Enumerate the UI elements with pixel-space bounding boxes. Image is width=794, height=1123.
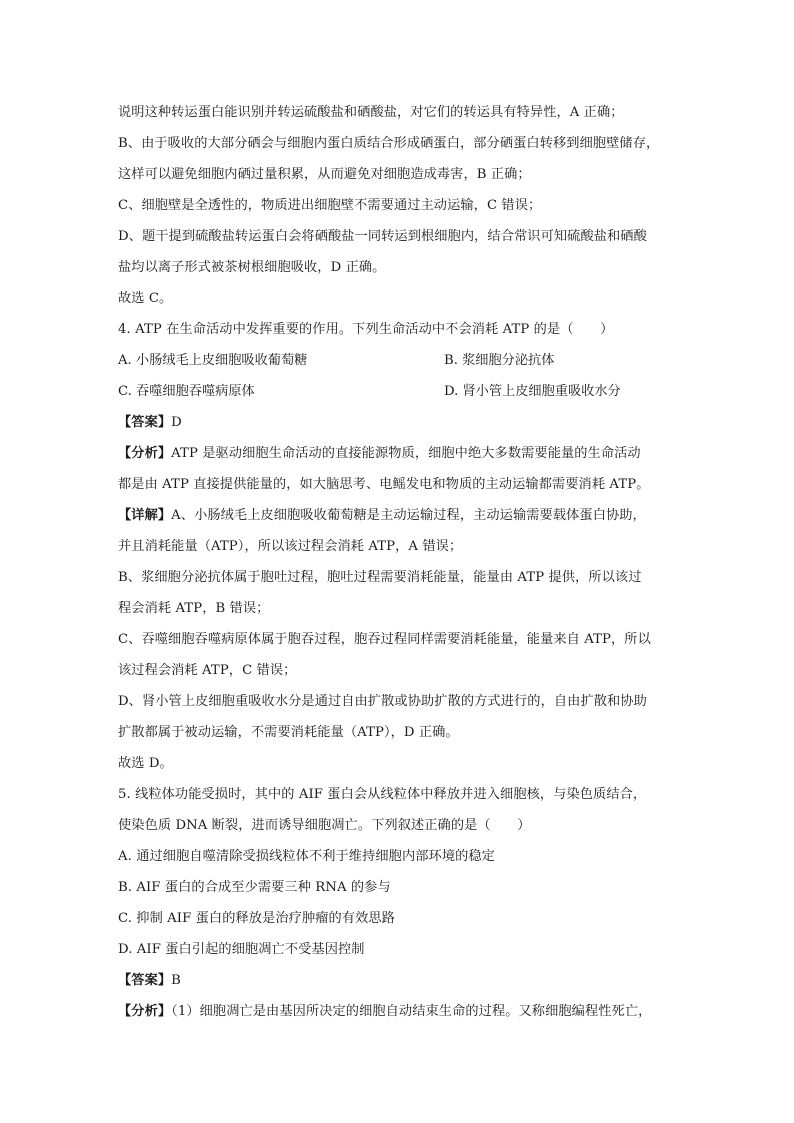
- paragraph-line: C、细胞壁是全透性的，物质进出细胞壁不需要通过主动运输，C 错误；: [118, 198, 542, 213]
- analysis-text: （1）细胞凋亡是由基因所决定的细胞自动结束生命的过程。又称细胞编程性死亡，: [171, 1004, 652, 1019]
- detail-text: A、小肠绒毛上皮细胞吸收葡萄糖是主动运输过程，主动运输需要载体蛋白协助，: [171, 508, 646, 523]
- q4-analysis-line-2: 都是由 ATP 直接提供能量的，如大脑思考、电鳐发电和物质的主动运输都需要消耗 ATP。: [118, 477, 650, 492]
- q4-detail-line: C、吞噬细胞吞噬病原体属于胞吞过程，胞吞过程同样需要消耗能量，能量来自 ATP，所以: [118, 632, 651, 647]
- answer-value: D: [171, 415, 182, 430]
- q4-detail-line: B、浆细胞分泌抗体属于胞吐过程，胞吐过程需要消耗能量，能量由 ATP 提供，所以该过: [118, 570, 642, 585]
- q5-option-a: A. 通过细胞自噬清除受损线粒体不利于维持细胞内部环境的稳定: [118, 849, 495, 864]
- q4-detail-line: 并且消耗能量（ATP），所以该过程会消耗 ATP，A 错误；: [118, 539, 463, 554]
- q4-detail-line: 程会消耗 ATP，B 错误；: [118, 601, 270, 616]
- q4-detail-line: D、肾小管上皮细胞重吸收水分是通过自由扩散或协助扩散的方式进行的，自由扩散和协助: [118, 694, 647, 709]
- detail-label: 【详解】: [118, 508, 172, 523]
- q4-option-b: B. 浆细胞分泌抗体: [444, 353, 555, 368]
- answer-label: 【答案】: [118, 415, 172, 430]
- q4-answer-line: [118, 414, 678, 432]
- paragraph-line: 盐均以离子形式被茶树根细胞吸收，D 正确。: [118, 260, 386, 275]
- q4-option-c: C. 吞噬细胞吞噬病原体: [118, 384, 255, 399]
- conclusion-line: 故选 C。: [118, 291, 173, 306]
- question-5-stem: 5. 线粒体功能受损时，其中的 AIF 蛋白会从线粒体中释放并进入细胞核，与染色质结合，: [118, 787, 647, 802]
- answer-label: 【答案】: [118, 973, 172, 988]
- q4-option-a: A. 小肠绒毛上皮细胞吸收葡萄糖: [118, 353, 308, 368]
- question-5-stem-2: 使染色质 DNA 断裂，进而诱导细胞凋亡。下列叙述正确的是（ ）: [118, 818, 531, 833]
- answer-value: B: [171, 973, 181, 988]
- paragraph-line: D、题干提到硫酸盐转运蛋白会将硒酸盐一同转运到根细胞内，结合常识可知硫酸盐和硒酸: [118, 229, 647, 244]
- q4-detail-line: [118, 507, 678, 525]
- paragraph-line: 这样可以避免细胞内硒过量积累，从而避免对细胞造成毒害，B 正确；: [118, 167, 531, 182]
- q4-detail-line: 扩散都属于被动运输，不需要消耗能量（ATP），D 正确。: [118, 725, 459, 740]
- q5-option-c: C. 抑制 AIF 蛋白的释放是治疗肿瘤的有效思路: [118, 911, 395, 926]
- q4-conclusion-line: 故选 D。: [118, 756, 173, 771]
- q4-detail-line: 该过程会消耗 ATP，C 错误；: [118, 663, 297, 678]
- paragraph-line: 说明这种转运蛋白能识别并转运硫酸盐和硒酸盐，对它们的转运具有特异性，A 正确；: [118, 105, 624, 120]
- q5-answer-line: [118, 972, 678, 990]
- q5-option-d: D. AIF 蛋白引起的细胞凋亡不受基因控制: [118, 942, 365, 957]
- question-4-stem: 4. ATP 在生命活动中发挥重要的作用。下列生命活动中不会消耗 ATP 的是（ ）: [118, 322, 614, 337]
- q4-option-d: D. 肾小管上皮细胞重吸收水分: [444, 384, 621, 399]
- analysis-label: 【分析】: [118, 446, 172, 461]
- q4-analysis-line: [118, 445, 678, 463]
- analysis-text: ATP 是驱动细胞生命活动的直接能源物质，细胞中绝大多数需要能量的生命活动: [171, 446, 641, 461]
- q5-analysis-line: [118, 1003, 678, 1021]
- q5-option-b: B. AIF 蛋白的合成至少需要三种 RNA 的参与: [118, 880, 391, 895]
- analysis-label: 【分析】: [118, 1004, 172, 1019]
- paragraph-line: B、由于吸收的大部分硒会与细胞内蛋白质结合形成硒蛋白，部分硒蛋白转移到细胞壁储存，: [118, 136, 660, 151]
